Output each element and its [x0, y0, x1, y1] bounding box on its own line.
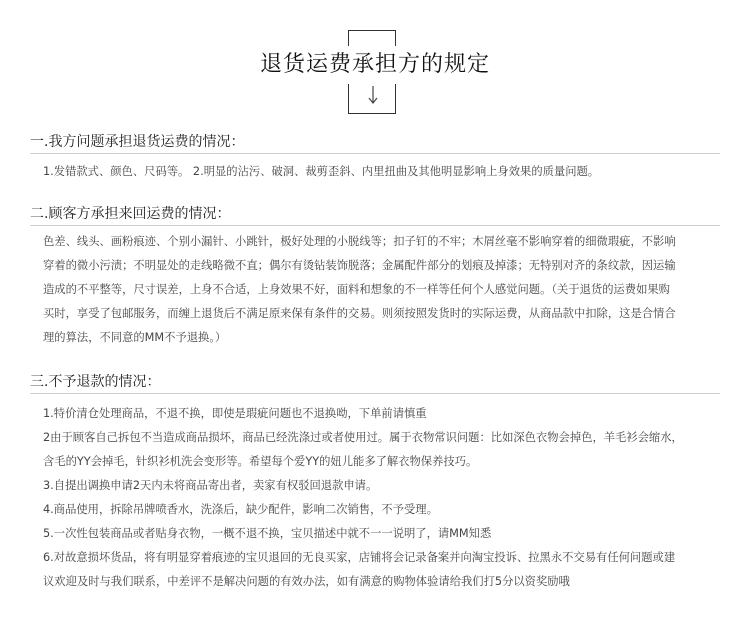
title-block — [0, 0, 750, 120]
section-3-line: 议欢迎及时与我们联系，中差评不是解决问题的有效办法，如有满意的购物体验请给我们打5分以资奖励哦 — [43, 575, 570, 588]
section-2-line: 穿着的微小污渍；不明显处的走线略微不直；偶尔有烫钻装饰脱落；金属配件部分的划痕及掉漆；无特别对齐的条纹款，因运输 — [43, 259, 676, 272]
section-2-content — [43, 230, 723, 350]
section-3-line: 4.商品使用，拆除吊牌喷香水，洗涤后，缺少配件，影响二次销售，不予受理。 — [43, 503, 438, 516]
section-1-content — [43, 160, 723, 184]
section-3-line: 含毛的YY会掉毛，针织衫机洗会变形等。希望每个爱YY的妞儿能多了解衣物保养技巧。 — [43, 455, 478, 468]
section-3-line: 6.对故意损坏货品，将有明显穿着痕迹的宝贝退回的无良买家，店铺将会记录备案并向淘宝投诉、拉黑永不交易有任何问题或建 — [43, 551, 676, 564]
section-3-line: 3.自提出调换申请2天内未将商品寄出者，卖家有权驳回退款申请。 — [43, 479, 378, 492]
section-3-line: 5.一次性包装商品或者贴身衣物，一概不退不换，宝贝描述中就不一一说明了，请MM知悉 — [43, 527, 492, 540]
section-2-line: 色差、线头、画粉痕迹、个别小漏针、小跳针，极好处理的小脱线等；扣子钉的不牢；木屑丝毫不影响穿着的细微瑕疵，不影响 — [43, 235, 676, 248]
title-frame-top — [348, 30, 396, 46]
section-2-line: 理的算法，不同意的MM不予退换。） — [43, 331, 227, 344]
section-2-line: 造成的不平整等，尺寸误差，上身不合适，上身效果不好，面料和想象的不一样等任何个人感觉问题。（关于退货的运费如果购 — [43, 283, 670, 296]
section-2-divider — [30, 225, 720, 226]
section-3-divider — [30, 393, 720, 394]
section-3-line: 1.特价清仓处理商品，不退不换，即使是瑕疵问题也不退换呦，下单前请慎重 — [43, 407, 427, 420]
page-title: 退货运费承担方的规定 — [259, 52, 490, 77]
section-2-heading: 二.顾客方承担来回运费的情况： — [30, 206, 231, 222]
section-2-line: 买时，享受了包邮服务，而缠上退货后不满足原来保有条件的交易。则须按照发货时的实际运费，从商品款中扣除，这是合情合 — [43, 307, 676, 320]
section-3-line: 2由于顾客自己拆包不当造成商品损坏，商品已经洗涤过或者使用过。属于衣物常识问题：比如深色衣物会掉色，羊毛衫会缩水， — [43, 431, 683, 444]
section-1-line: 1.发错款式、颜色、尺码等。 2.明显的沾污、破洞、裁剪歪斜、内里扭曲及其他明显影响上身效果的质量问题。 — [43, 165, 600, 178]
down-arrow-icon — [366, 86, 380, 106]
section-1-heading: 一.我方问题承担退货运费的情况： — [30, 134, 245, 150]
section-1-divider — [30, 153, 720, 154]
section-3-content — [43, 402, 723, 594]
section-3-heading: 三.不予退款的情况： — [30, 374, 161, 390]
